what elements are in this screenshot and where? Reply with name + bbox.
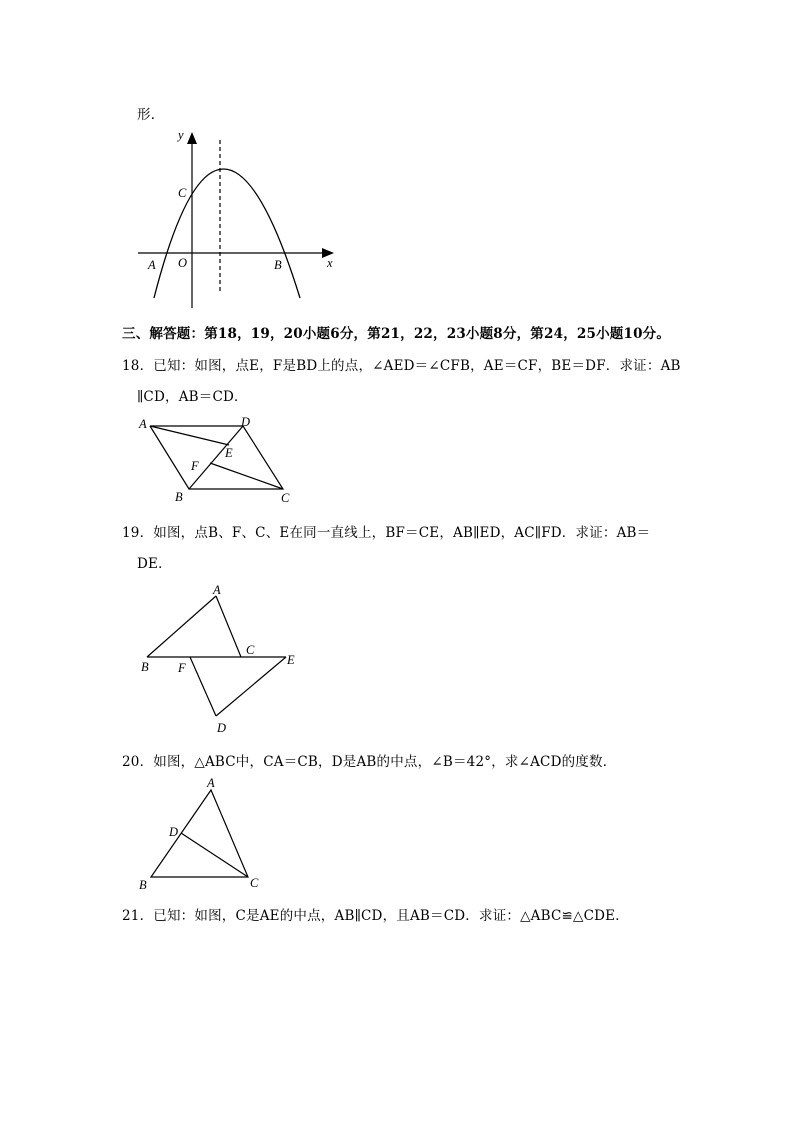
q18-figure: [133, 412, 313, 507]
q18-segment-bd: [189, 426, 243, 489]
q20-figure: [133, 776, 273, 896]
q20-label-a: A: [207, 776, 215, 790]
q19-segment-ab: [147, 596, 216, 657]
parabola-curve: [154, 169, 300, 298]
header-fragment: 形．: [137, 107, 165, 123]
q19-label-c: C: [246, 643, 255, 657]
section-heading: 三、解答题：第18，19，20小题6分，第21，22，23小题8分，第24，25小题10分。: [122, 326, 671, 342]
q18-text-line1: 18．已知：如图，点E，F是BD上的点，∠AED＝∠CFB，AE＝CF，BE＝DF．求证：AB: [122, 358, 681, 374]
q20-triangle-abc: [151, 790, 248, 877]
q21-text-line1: 21．已知：如图，C是AE的中点，AB∥CD，且AB＝CD．求证：△ABC≌△CDE．: [122, 908, 629, 924]
q18-segment-cf: [210, 463, 283, 489]
q20-segment-cd: [181, 833, 248, 877]
label-point-c: C: [178, 186, 187, 200]
q19-text-line2: DE．: [137, 556, 172, 572]
label-point-o: O: [178, 256, 188, 270]
q20-text-line1: 20．如图，△ABC中，CA＝CB，D是AB的中点，∠B＝42°，求∠ACD的度数．: [122, 754, 617, 770]
q19-text-line1: 19．如图，点B、F、C、E在同一直线上，BF＝CE，AB∥ED，AC∥FD．求证：AB＝: [122, 525, 651, 541]
parabola-figure: [130, 126, 350, 311]
label-x-axis: x: [327, 256, 333, 270]
q19-figure: [133, 582, 313, 737]
q18-label-e: E: [225, 446, 233, 460]
q20-label-c: C: [250, 876, 259, 890]
q20-label-d: D: [169, 825, 179, 839]
q18-label-b: B: [175, 490, 183, 504]
q19-segment-ac: [216, 596, 241, 657]
label-point-a: A: [148, 258, 156, 272]
q19-segment-fd: [190, 657, 216, 716]
q19-segment-de: [216, 657, 286, 716]
y-axis-arrow-icon: [187, 132, 197, 144]
q19-label-b: B: [141, 660, 149, 674]
q19-label-e: E: [287, 653, 295, 667]
q18-label-c: C: [281, 491, 290, 505]
q18-segment-ae: [150, 426, 229, 445]
q18-label-d: D: [241, 415, 251, 429]
q18-text-line2: ∥CD，AB＝CD．: [137, 389, 248, 405]
q19-label-d: D: [217, 721, 227, 735]
q19-label-a: A: [213, 583, 221, 597]
q20-label-b: B: [139, 878, 147, 892]
q18-label-f: F: [191, 459, 199, 473]
q19-label-f: F: [178, 661, 186, 675]
q18-label-a: A: [139, 417, 147, 431]
label-y-axis: y: [178, 128, 184, 142]
label-point-b: B: [274, 258, 282, 272]
